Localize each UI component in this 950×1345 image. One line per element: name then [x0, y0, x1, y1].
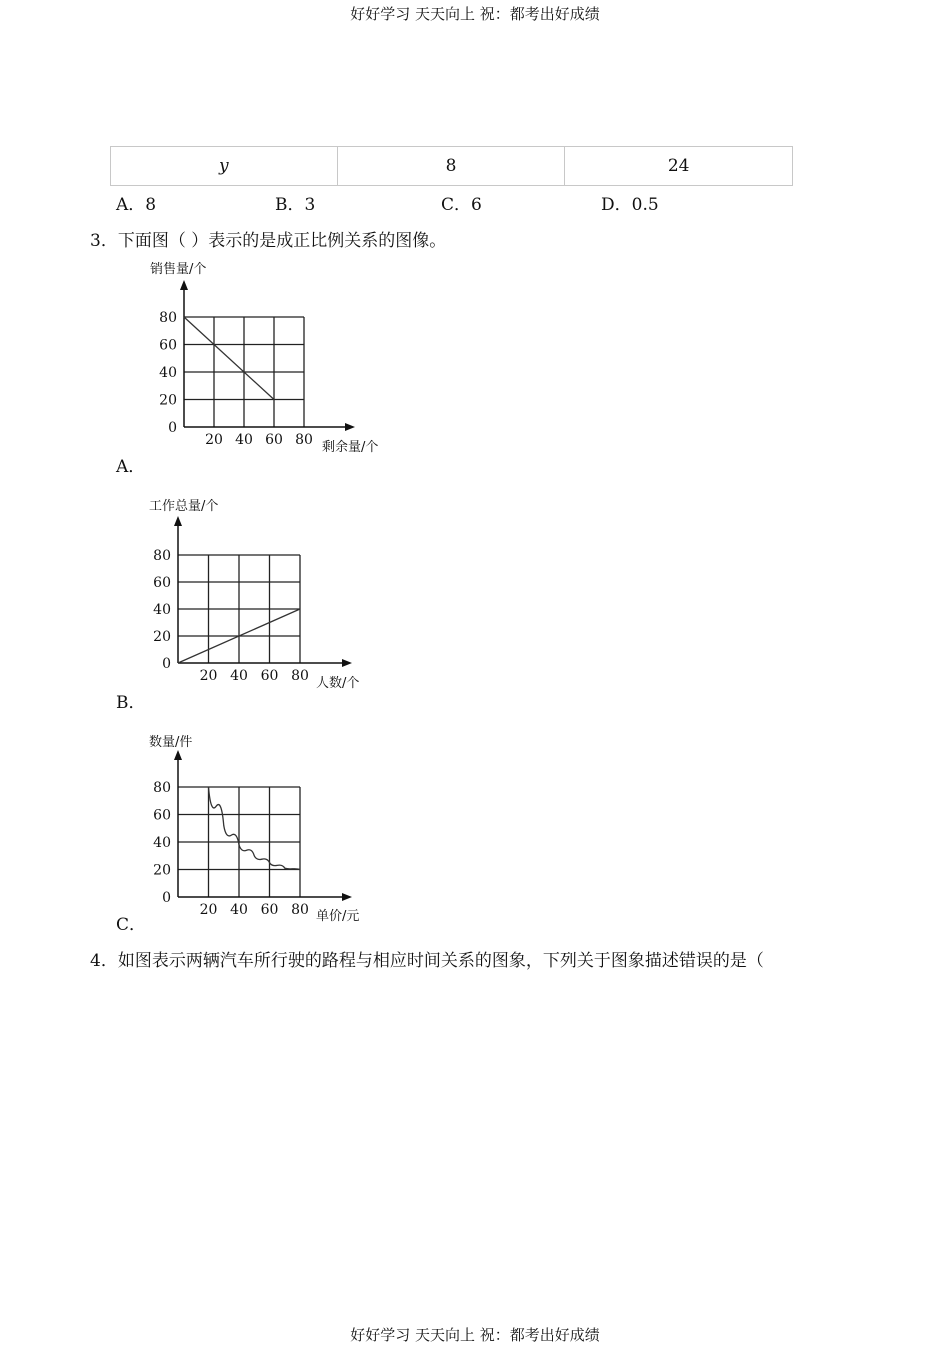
table-cell: 24	[565, 147, 793, 186]
series-line	[209, 787, 301, 870]
y-tick-label: 60	[159, 337, 177, 354]
table-cell: y	[111, 147, 338, 186]
y-tick-label: 80	[153, 780, 171, 796]
x-axis-arrow-icon	[342, 893, 352, 901]
x-tick-label: 80	[291, 668, 309, 684]
y-tick-label: 20	[153, 862, 171, 879]
y-tick-label: 20	[159, 392, 177, 409]
q2-option-a: A．8	[116, 195, 157, 215]
value-table	[110, 146, 793, 186]
x-tick-label: 40	[230, 902, 248, 918]
y-axis-arrow-icon	[174, 750, 182, 760]
x-tick-label: 60	[260, 668, 279, 684]
y-tick-label: 0	[162, 890, 171, 906]
y-tick-label: 0	[168, 420, 177, 436]
y-tick-label: 40	[159, 365, 177, 381]
x-tick-label: 60	[265, 432, 283, 448]
y-axis-arrow-icon	[174, 516, 182, 526]
chart-c	[140, 730, 400, 930]
y-axis-arrow-icon	[180, 280, 188, 290]
chart-a	[140, 258, 400, 463]
q3-option-b-label: B．	[116, 693, 146, 713]
chart-b	[140, 494, 400, 694]
y-tick-label: 0	[162, 656, 171, 672]
x-axis-title: 剩余量/个	[322, 440, 379, 455]
y-axis-title: 数量/件	[149, 735, 193, 750]
y-tick-label: 40	[153, 602, 171, 618]
y-axis-title: 销售量/个	[150, 262, 207, 277]
y-tick-label: 40	[153, 835, 171, 851]
x-tick-label: 80	[291, 902, 309, 918]
q2-option-d: D．0.5	[601, 195, 659, 215]
y-tick-label: 80	[153, 548, 171, 564]
y-tick-label: 60	[153, 807, 171, 824]
x-axis-arrow-icon	[345, 423, 355, 431]
x-tick-label: 40	[230, 668, 248, 684]
table-row	[111, 147, 793, 186]
series-line	[184, 317, 274, 400]
q2-option-b: B．3	[275, 195, 316, 215]
x-tick-label: 60	[260, 902, 279, 918]
page-header-slogan: 好好学习 天天向上 祝：都考出好成绩	[350, 5, 600, 23]
y-axis-title: 工作总量/个	[149, 499, 219, 514]
page-footer-slogan: 好好学习 天天向上 祝：都考出好成绩	[350, 1326, 600, 1344]
q3-stem: 3．下面图（ ）表示的是成正比例关系的图像。	[90, 231, 447, 251]
x-tick-label: 20	[199, 668, 218, 684]
x-tick-label: 20	[205, 432, 223, 448]
x-axis-arrow-icon	[342, 659, 352, 667]
x-tick-label: 20	[199, 902, 218, 918]
q4-stem: 4．如图表示两辆汽车所行驶的路程与相应时间关系的图象，下列关于图象描述错误的是（	[90, 951, 764, 971]
x-axis-title: 单价/元	[316, 909, 360, 924]
q3-option-a-label: A．	[116, 457, 146, 477]
x-axis-title: 人数/个	[316, 676, 360, 691]
table-cell: 8	[337, 147, 565, 186]
q3-option-c-label: C．	[116, 915, 147, 935]
y-tick-label: 60	[153, 575, 171, 591]
x-tick-label: 80	[295, 432, 313, 448]
y-tick-label: 20	[153, 629, 171, 645]
q2-option-c: C．6	[441, 195, 482, 215]
y-tick-label: 80	[159, 310, 177, 326]
x-tick-label: 40	[235, 432, 253, 448]
